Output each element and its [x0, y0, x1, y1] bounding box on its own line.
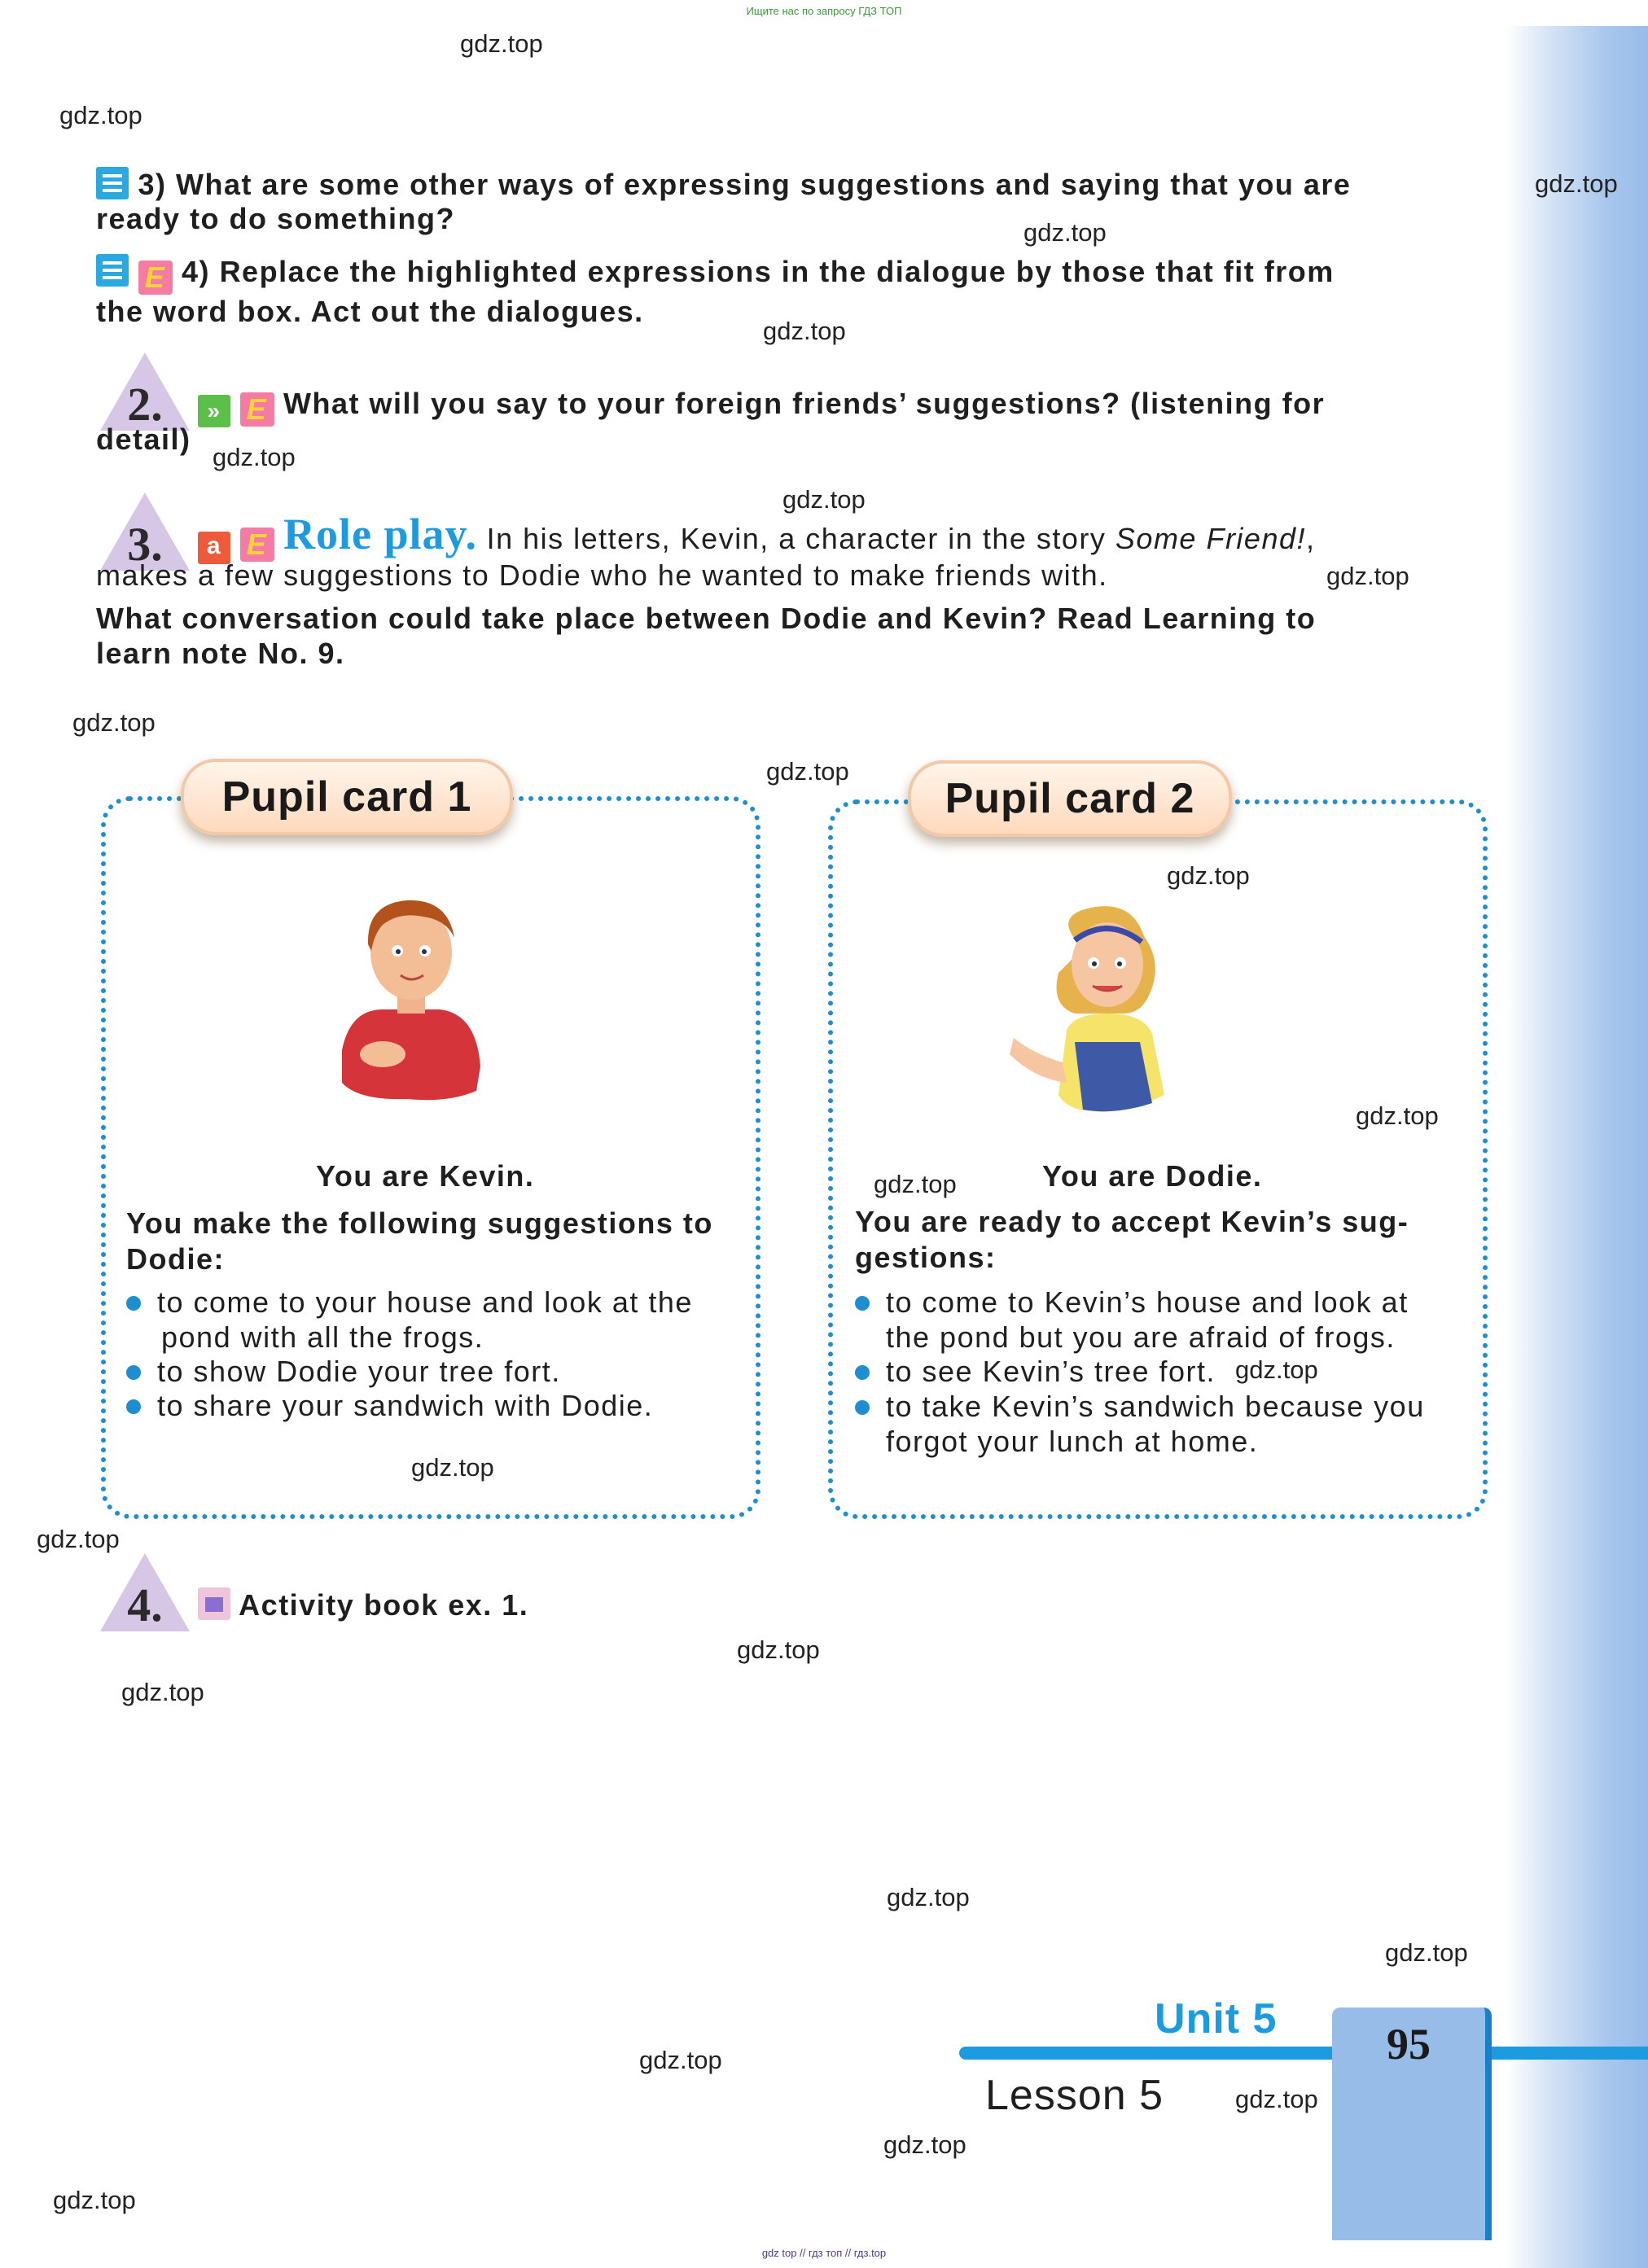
watermark: gdz.top — [1235, 2085, 1318, 2113]
page-number: 95 — [1387, 2020, 1431, 2069]
kevin-illustration — [326, 887, 497, 1115]
card-1-item: to show Dodie your tree fort. — [157, 1355, 561, 1388]
bullet — [855, 1400, 870, 1415]
exercise-e-icon: E — [138, 261, 173, 295]
watermark: gdz.top — [887, 1883, 970, 1911]
activity-book-icon — [198, 1587, 230, 1620]
exercise-3-line1: a E Role play. In his letters, Kevin, a character in the story Some Friend!, — [198, 517, 1378, 564]
exercise-3-question-l1: What conversation could take place between Dodie and Kevin? Read Learning to — [96, 602, 1317, 635]
card-1-lead-l1: You make the following suggestions to — [126, 1206, 713, 1240]
bullet — [855, 1296, 870, 1311]
exercise-number-badge: 2. — [100, 352, 190, 434]
lesson-title: Lesson 5 — [985, 2072, 1164, 2119]
unit-bar — [959, 2047, 1648, 2060]
question-4: E 4) Replace the highlighted expressions in the dialogue by those that fit from the word box. Act out the dialogues. — [96, 255, 1335, 328]
watermark: gdz.top — [1356, 1101, 1439, 1130]
watermark: gdz.top — [1385, 1938, 1468, 1967]
watermark: gdz.top — [1023, 218, 1107, 247]
unit-title: Unit 5 — [1155, 1995, 1278, 2043]
bullet — [126, 1399, 141, 1414]
dodie-illustration — [1002, 891, 1205, 1123]
card-1-lead-l2: Dodie: — [126, 1242, 225, 1276]
card-2-lead-l2: gestions: — [855, 1241, 997, 1274]
pupil-card-1-title: Pupil card 1 — [181, 759, 513, 835]
card-2-item: to come to Kevin’s house and look at — [886, 1285, 1409, 1319]
exercise-3-question-l2: learn note No. 9. — [96, 637, 345, 670]
exercise-2-line1: » E What will you say to your foreign friends’ suggestions? (listening for — [198, 387, 1378, 427]
page-edge-sidebar — [1506, 26, 1648, 2268]
watermark: gdz.top — [213, 443, 296, 471]
exercise-4: Activity book ex. 1. — [198, 1587, 528, 1622]
role-play-title: Role play. — [283, 510, 478, 558]
watermark: gdz.top — [1235, 1355, 1318, 1384]
card-2-item-cont: the pond but you are afraid of frogs. — [886, 1320, 1396, 1354]
exercise-2-line2: detail) — [96, 423, 191, 456]
watermark: gdz.top — [737, 1635, 820, 1664]
card-2-lead-l1: You are ready to accept Kevin’s sug- — [855, 1205, 1409, 1238]
card-1-item: to come to your house and look at the — [157, 1285, 693, 1319]
watermark: gdz.top — [53, 2186, 136, 2214]
question-3: 3) What are some other ways of expressing suggestions and saying that you are ready to do something? — [96, 168, 1352, 235]
watermark: gdz.top — [1326, 562, 1409, 590]
bullet — [126, 1365, 141, 1380]
watermark: gdz.top — [59, 101, 142, 129]
list-icon — [96, 167, 129, 199]
bullet — [855, 1365, 870, 1380]
card-2-item: to take Kevin’s sandwich because you — [886, 1390, 1425, 1423]
list-icon — [96, 254, 129, 287]
abc-icon: a — [198, 532, 230, 564]
watermark: gdz.top — [411, 1453, 494, 1482]
card-1-item-cont: pond with all the frogs. — [161, 1320, 484, 1354]
watermark: gdz.top — [639, 2046, 722, 2074]
watermark: gdz.top — [37, 1525, 120, 1553]
watermark: gdz.top — [874, 1170, 957, 1198]
watermark: gdz.top — [460, 29, 543, 58]
card-1-item: to share your sandwich with Dodie. — [157, 1389, 654, 1422]
card-2-role: You are Dodie. — [1042, 1159, 1263, 1193]
exercise-e-icon: E — [240, 392, 274, 427]
footer-note: gdz top // гдз топ // гдз.top — [761, 2247, 887, 2259]
card-2-item-cont: forgot your lunch at home. — [886, 1425, 1259, 1458]
exercise-e-icon: E — [240, 528, 274, 562]
header-note: Ищите нас по запросу ГДЗ ТОП — [746, 5, 902, 17]
watermark: gdz.top — [782, 485, 866, 514]
pupil-card-2-title: Pupil card 2 — [908, 760, 1232, 837]
watermark: gdz.top — [883, 2130, 966, 2159]
watermark: gdz.top — [1167, 861, 1250, 890]
bullet — [126, 1296, 141, 1311]
watermark: gdz.top — [121, 1678, 204, 1706]
card-1-role: You are Kevin. — [316, 1159, 535, 1193]
exercise-number-badge: 3. — [100, 493, 190, 574]
watermark: gdz.top — [1535, 169, 1618, 198]
watermark: gdz.top — [72, 708, 156, 737]
exercise-number-badge: 4. — [100, 1553, 190, 1635]
audio-icon: » — [198, 395, 230, 427]
watermark: gdz.top — [763, 317, 846, 345]
watermark: gdz.top — [766, 757, 849, 786]
card-2-item: to see Kevin’s tree fort. — [886, 1355, 1216, 1388]
exercise-3-line2: makes a few suggestions to Dodie who he wanted to make friends with. — [96, 558, 1108, 592]
